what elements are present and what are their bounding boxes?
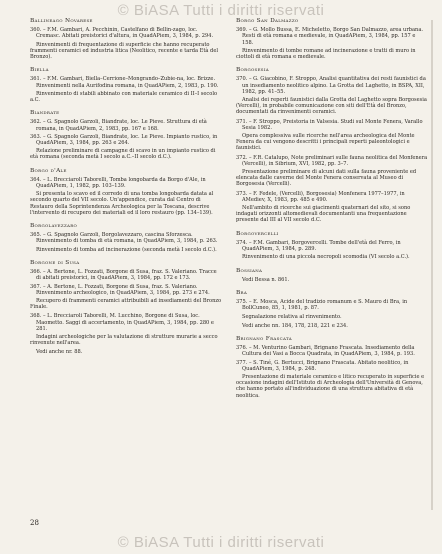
bibliography-entry: 363. – G. Spagnolo Garzoli, Biandrate, loc. Le Pieve. Impianto rustico, in QuadAPiem, 3, 1984, pp. 263 e 264.	[30, 133, 218, 147]
entry-note: Analisi dei reperti faunistici dalla Grotta del Laghetto sopra Borgosesia (Vercelli), in probabile comunicazione con siti dell'Età del Bronzo, documentati da rinvenimenti ceramici.	[236, 97, 427, 116]
entry-note: Si presenta lo scavo ed il corredo di una tomba longobarda datata al secondo quarto del VII secolo. Un'appendice, curata dal Centro di Restauro della Soprintendenza Archeologica per la Toscana, descrive l'intervento di recupero dei materiali ed il loro restauro (pp. 134–139).	[30, 191, 214, 216]
section-heading: Biandrate	[30, 110, 60, 117]
entry-note: Segnalazione relativa al rinvenimento.	[242, 313, 342, 320]
bibliography-entry: 373. – F. Fedele, (Vercelli), Borgosesia) Monfenera 1977–1977, in AMediev, X, 1983, pp. 485 e 490.	[236, 190, 405, 203]
entry-note: Rinvenimenti di frequentazione di superficie che hanno recuperato frammenti ceramici ed industria litica (Neolitico, recente e tarda Età del Bronzo).	[30, 41, 218, 61]
entry-note: Relazione preliminare di campagne di scavo in un impianto rustico di età romana (seconda metà I secolo a.C.–II secolo d.C.).	[30, 148, 216, 161]
bibliography-entry: 372. – F.R. Catalupo, Note preliminari sulle fauna neolitica del Monfenera (Vercelli), in Sibrium, XVI, 1982, pp. 3–7.	[236, 154, 428, 167]
section-heading: Borgone di Susa	[30, 259, 80, 266]
entry-note: Rinvenimento di tomba ad incinerazione (seconda metà I secolo d.C.).	[36, 246, 217, 253]
entry-note: Rinvenimento di tombe romane ad incinerazione e tratti di muro in ciottoli di età romana e medievale.	[236, 47, 416, 61]
entry-note: Opera complessiva sulle ricerche nell'area archeologica del Monte Fenera da cui vengono descritti i principali reperti paleontologici e faunistici.	[236, 133, 415, 152]
section-heading: Biella	[30, 67, 49, 74]
entry-note: Presentazione di materiale ceramico e litico recuperato in superficie e occasione indagini dell'Istituto di Archeologia dell'Università di Genova, che hanno portato all'individuazione di una struttura abitativa di età neolitica.	[236, 373, 425, 399]
page-number: 28	[30, 519, 39, 527]
entry-note: Vedi Bessa n. 861.	[242, 276, 290, 283]
entry-note: Recupero di frammenti ceramici attribuibili ad insediamenti del Bronzo Finale.	[30, 297, 222, 311]
entry-note: Nell'ambito di ricerche sui giacimenti quaternari del sito, si sono indagati orizzonti altomedievali documentanti una frequentazione presente dal III al VII secolo d.C.	[236, 205, 411, 224]
section-heading: Bra	[236, 289, 248, 296]
bibliography-entry: 364. – L. Brecciaroli Taborelli, Tomba longobarda da Borgo d'Ale, in QuadAPiem, 1, 1982, pp. 103–139.	[30, 176, 206, 190]
bibliography-entry: 362. – G. Spagnolo Garzoli, Biandrate, loc. Le Pieve. Struttura di età romana, in QuadAPiem, 2, 1983, pp. 167 e 168.	[30, 119, 207, 132]
bibliography-entry: 377. – S. Tiné, G. Bertucci, Brignano Frascata. Abitato neolitico, in QuadAPiem, 3, 1984, p. 248.	[236, 359, 409, 372]
bibliography-entry: 361. – F.M. Gambari, Biella–Cerrione–Mongrando–Zubie-na, loc. Brizze. Rinvenimenti nella Aurifodina romana, in QuadAPiem, 2, 1983, p. 190.	[30, 76, 219, 89]
entry-note: Rinvenimento di stabili abbinato con materiale ceramico di II–I secolo a.C.	[30, 90, 218, 104]
page-edge-shadow	[431, 20, 433, 510]
bibliography-entry: 371. – F. Stroppo, Preistoria in Valsesia. Studi sul Monte Fenera, Varallo Sesia 1982.	[236, 118, 423, 131]
bibliography-entry: 376. – M. Venturino Gambari, Brignano Frascata. Insediamento della Cultura dei Vasi a Bocca Quadrata, in QuadAPiem, 3, 1984, p. 193.	[236, 345, 415, 358]
section-heading: Bossiana	[236, 267, 263, 274]
watermark-bottom: © BiASA Tutti i diritti riservati	[117, 534, 325, 551]
bibliography-entry: 375. – E. Mosca, Acide del tradizio romanum e S. Mauro di Bra, in BollCuneo, 85, 1, 1981, p. 87.	[236, 299, 408, 312]
entry-note: Vedi anche nr. 88.	[36, 349, 83, 356]
section-heading: Brignano Frascata	[236, 335, 292, 342]
section-heading: Borgosesia	[236, 67, 269, 74]
bibliography-entry: 369. – G. Mollo Bussa, E. Micheletto, Borgo San Dalmazzo, area urbana. Resti di età romana e medievale, in QuadAPiem, 3, 1984, pp. 157 e 158.	[236, 27, 423, 46]
bibliography-entry: 370. – G. Giacobino, F. Stroppo, Analisi quantitativa dei resti faunistici da un insediamento neolitico alpino. La Grotta del Laghetto, in BSPA, XII, 1982, pp. 41–55.	[236, 76, 426, 95]
watermark-top: © BiASA Tutti i diritti riservati	[117, 2, 325, 19]
bibliography-entry: 360. – F.M. Gambari, A. Pecchinin, Castelfano di Bellin-zago, loc. Cremasc. Abitati preistorici d'altura, in QuadAPiem, 3, 1984, p. 294.	[30, 27, 214, 40]
left-column	[30, 18, 222, 359]
bibliography-entry: 366. – A. Bertone, L. Fozzati, Borgone di Susa, fraz. S. Valeriano. Tracce di abitati preistorici, in QuadAPiem, 3, 1984, pp. 172 e 173.	[30, 269, 217, 282]
section-heading: Ballineago Novarese	[30, 18, 93, 24]
right-column	[236, 18, 428, 402]
section-heading: Borgovercelli	[236, 230, 279, 237]
bibliography-entry: 365. – G. Spagnolo Garzoli, Borgolavezzaro, cascina Sforzesca. Rinvenimento di tomba di età romana, in QuadAPiem, 3, 1984, p. 263.	[30, 232, 218, 245]
entry-note: Vedi anche nn. 184, 178, 218, 221 e 234.	[242, 322, 348, 329]
section-heading: Borgo d'Ale	[30, 167, 67, 174]
bibliography-entry: 374. – F.M. Gambari, Borgovercelli. Tombe dell'età del Ferro, in QuadAPiem, 3, 1984, p. 289.	[236, 239, 401, 253]
section-heading: Borgo San Dalmazzo	[236, 18, 299, 24]
entry-note: Rinvenimento di una piccola necropoli scomodia (VI secolo a.C.).	[242, 254, 410, 261]
entry-note: Presentazione preliminare di alcuni dati sulla fauna proveniente ed elencata dalle caverne del Monte Fenera conservata al Museo di Borgosesia (Vercelli).	[236, 169, 417, 188]
bibliography-entry: 367. – A. Bertone, L. Fozzati, Borgone di Susa, fraz. S. Valeriano. Rinvenimento archeologico, in QuadAPiem, 3, 1984, pp. 273 e 274.	[30, 283, 210, 296]
bibliography-entry: 368. – L. Brecciaroli Taborelli, M. Lucchino, Borgone di Susa, loc. Maometto. Saggi di accertamento, in QuadAPiem, 3, 1984, pp. 280 e 281.	[30, 313, 214, 332]
section-heading: Borgolavezzaro	[30, 223, 78, 230]
entry-note: Indagini archeologiche per la valutazione di strutture murarie a secco rinvenute nell'area.	[30, 333, 218, 347]
